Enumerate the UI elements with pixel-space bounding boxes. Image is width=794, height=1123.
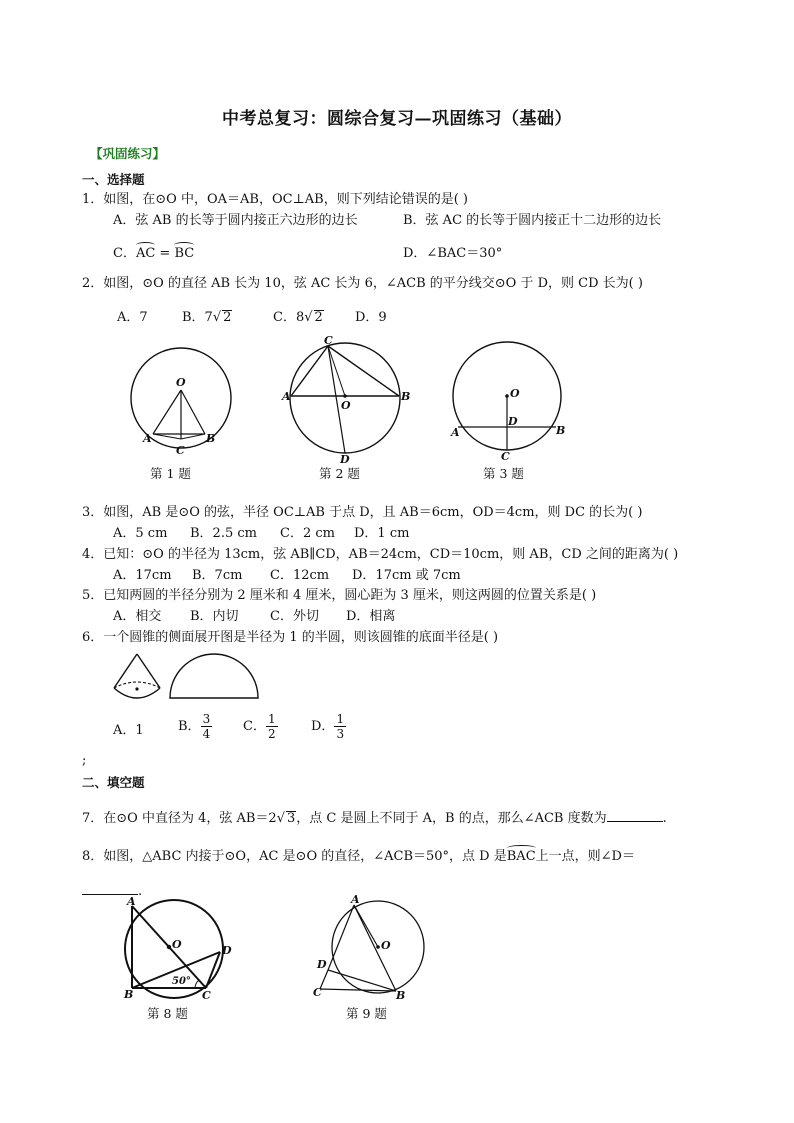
sqrt-icon: √ (276, 811, 285, 826)
q4-stem: 4．已知：⊙O 的半径为 13cm，弦 AB∥CD，AB＝24cm，CD＝10cm，则 AB，CD 之间的距离为( ) (82, 547, 679, 562)
q8-line (82, 848, 635, 866)
q1-option-d: D．∠BAC＝30° (403, 246, 503, 261)
figure-6-cone-and-semicircle (106, 652, 266, 712)
q8-suffix: 上一点，则∠D＝ (535, 849, 635, 864)
q6-option-b (178, 712, 212, 741)
q1-stem: 1．如图，在⊙O 中，OA＝AB，OC⊥AB，则下列结论错误的是( ) (82, 192, 468, 207)
q5-stem: 5．已知两圆的半径分别为 2 厘米和 4 厘米，圆心距为 3 厘米，则这两圆的位置关系是( ) (82, 588, 597, 603)
cone-base-back (114, 682, 160, 688)
q4-option-d: D．17cm 或 7cm (352, 568, 461, 583)
fig2-label-o: O (341, 399, 351, 412)
q1-option-b: B．弦 AC 的长等于圆内接正十二边形的边长 (403, 213, 662, 228)
q7-suffix: ，点 C 是圆上不同于 A，B 的点，那么∠ACB 度数为 (296, 811, 607, 826)
fig2-label-c: C (324, 334, 333, 347)
q5-option-d: D．相离 (346, 609, 396, 624)
fig1-label-c: C (176, 444, 185, 457)
q2-option-b (182, 309, 232, 327)
q1-eq: = (155, 246, 175, 261)
fig2-label-a: A (282, 390, 291, 403)
q2-option-b-prefix: B．7 (182, 310, 213, 325)
q3-option-c: C．2 cm (280, 526, 335, 541)
q4-option-a: A．17cm (113, 568, 172, 583)
q3-option-a: A．5 cm (113, 526, 168, 541)
fig1-ac (153, 434, 181, 439)
fig2-circle (290, 343, 400, 453)
q2-option-c-radicand: 2 (314, 310, 323, 325)
q6-stem: 6．一个圆锥的侧面展开图是半径为 1 的半圆，则该圆锥的底面半径是( ) (82, 630, 499, 645)
q8-end: . (138, 884, 143, 899)
q2-option-a: A．7 (117, 310, 148, 325)
part1-header: 一、选择题 (82, 172, 145, 187)
q2-option-c (273, 309, 324, 327)
fig8-angle-arc (195, 980, 199, 988)
q7-answer-blank[interactable] (607, 807, 663, 822)
fig2-label-b: B (401, 390, 411, 403)
fig8-label-c: C (202, 989, 211, 1002)
fig1-label-o: O (176, 376, 186, 389)
q4-option-b: B．7cm (192, 568, 243, 583)
q2-option-b-radicand: 2 (223, 310, 232, 325)
figure-2-caption: 第 2 题 (319, 466, 360, 481)
figure-9 (310, 892, 430, 1002)
q7-prefix: 7．在⊙O 中直径为 4，弦 AB＝2 (82, 811, 277, 826)
fig2-center-dot (343, 394, 347, 398)
q1-arc-bc: BC (174, 246, 195, 261)
stray-mark: ; (82, 753, 87, 768)
q6-option-d-fraction (334, 712, 346, 741)
q6-b-denominator: 4 (202, 727, 211, 741)
q7-end: . (662, 811, 667, 826)
part2-header: 二、填空题 (82, 775, 145, 790)
cone-right-edge (137, 654, 160, 688)
q6-option-a: A．1 (113, 723, 144, 738)
sqrt-icon: √ (304, 310, 313, 325)
fig9-label-c: C (313, 986, 322, 999)
q8-arc-bac: BAC (506, 849, 536, 864)
figure-2 (282, 334, 412, 466)
cone-left-edge (114, 654, 137, 688)
semicircle (170, 654, 258, 698)
fig2-label-d: D (340, 453, 350, 466)
sqrt-icon: √ (212, 310, 222, 325)
fig8-label-o: O (172, 938, 182, 951)
q6-option-c-prefix: C． (243, 719, 266, 734)
q8-prefix: 8．如图，△ABC 内接于⊙O，AC 是⊙O 的直径，∠ACB＝50°，点 D 是 (82, 849, 507, 864)
figure-1 (126, 340, 236, 460)
fig9-ad (328, 905, 354, 970)
fig9-cb (320, 989, 396, 991)
cone-center-dot (135, 687, 138, 690)
q6-d-numerator: 1 (336, 712, 345, 726)
q1-arc-ac: AC (135, 246, 156, 261)
figure-3 (449, 336, 569, 461)
fig3-label-b: B (556, 424, 566, 437)
q6-option-c-fraction (266, 712, 278, 741)
fig9-db (328, 970, 396, 991)
q5-option-c: C．外切 (270, 609, 319, 624)
q1-option-c-prefix: C． (113, 246, 136, 261)
fig8-label-d: D (222, 944, 232, 957)
fig2-co (328, 346, 345, 396)
fig3-label-c: C (501, 450, 510, 463)
fig1-label-a: A (143, 432, 152, 445)
fig8-label-a: A (127, 895, 136, 908)
fig9-label-b: B (396, 989, 406, 1002)
q6-b-numerator: 3 (202, 712, 211, 726)
fig8-label-b: B (124, 988, 134, 1001)
q6-d-denominator: 3 (336, 727, 345, 741)
q6-option-b-prefix: B． (178, 719, 201, 734)
q5-option-b: B．内切 (190, 609, 239, 624)
q6-option-c (243, 712, 278, 741)
fig8-label-angle: 50° (172, 976, 191, 987)
q5-option-a: A．相交 (113, 609, 162, 624)
q6-c-numerator: 1 (267, 712, 276, 726)
fig1-label-b: B (206, 432, 216, 445)
q6-option-d (311, 712, 346, 741)
q3-option-b: B．2.5 cm (190, 526, 257, 541)
fig1-ob (181, 390, 205, 434)
figure-1-caption: 第 1 题 (150, 466, 191, 481)
q2-option-c-prefix: C．8 (273, 310, 305, 325)
q2-option-d: D．9 (355, 310, 387, 325)
fig3-label-a: A (451, 426, 460, 439)
fig1-bc (181, 434, 205, 439)
figure-8-caption: 第 8 题 (147, 1006, 188, 1021)
q3-stem: 3．如图，AB 是⊙O 的弦，半径 OC⊥AB 于点 D，且 AB＝6cm，OD＝4cm，则 DC 的长为( ) (82, 505, 643, 520)
q6-c-denominator: 2 (267, 727, 276, 741)
fig3-label-o: O (510, 387, 520, 400)
q4-option-c: C．12cm (270, 568, 330, 583)
fig3-label-d: D (508, 415, 518, 428)
fig2-cb (328, 346, 399, 396)
q7-radicand: 3 (287, 811, 296, 826)
q1-option-a: A．弦 AB 的长等于圆内接正六边形的边长 (113, 213, 358, 228)
section-tag: 【巩固练习】 (90, 146, 166, 161)
q6-option-d-prefix: D． (311, 719, 335, 734)
q1-option-c (113, 245, 194, 263)
fig9-label-o: O (381, 939, 391, 952)
q3-option-d: D．1 cm (354, 526, 410, 541)
fig3-center-dot (505, 394, 509, 398)
figure-3-caption: 第 3 题 (483, 466, 524, 481)
fig8-center-dot (167, 945, 171, 949)
fig9-label-d: D (317, 958, 327, 971)
fig1-oa (153, 390, 181, 434)
q6-option-b-fraction (201, 712, 213, 741)
q7-line (82, 807, 667, 828)
fig9-label-a: A (351, 893, 360, 906)
figure-9-caption: 第 9 题 (346, 1006, 387, 1021)
q2-stem: 2．如图，⊙O 的直径 AB 长为 10，弦 AC 长为 6，∠ACB 的平分线交⊙O 于 D，则 CD 长为( ) (82, 276, 643, 291)
page-title: 中考总复习：圆综合复习—巩固练习（基础） (222, 109, 572, 129)
fig9-center-dot (376, 945, 380, 949)
figure-8 (116, 892, 246, 1002)
